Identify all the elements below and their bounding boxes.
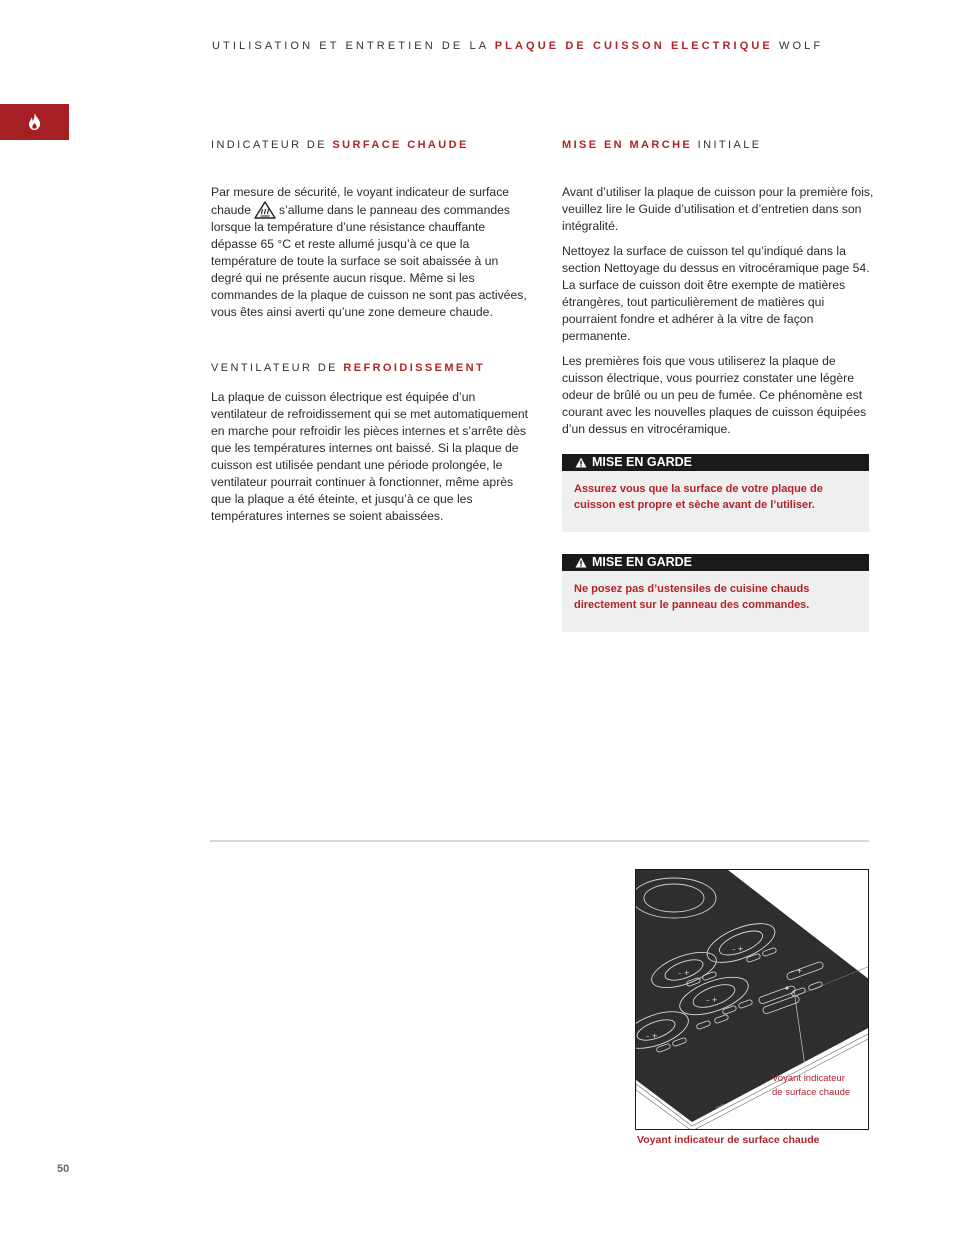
title-accent: SURFACE CHAUDE [332,139,469,151]
svg-text:– +: – + [732,945,744,953]
svg-text:– +: – + [678,969,690,977]
left-column [211,138,531,525]
paragraph-part-b: s’allume dans le panneau des commandes lorsque la température d’une résistance chauffante dépasse 65 °C et reste allumé jusqu’à ce que la température de toute la surface se soit abaissée à un degré qui ne présente aucun risque. Même si les commandes de la plaque de cuisson ne sont pas activées, vous êtes ainsi averti qu’une zone demeure chaude. [211,203,527,319]
section-tab [0,104,69,140]
svg-text:– +: – + [791,967,803,975]
warning-icon [575,557,587,568]
title-prefix: VENTILATEUR DE [211,362,338,374]
svg-text:– +: – + [706,996,718,1004]
warning-box [562,554,869,632]
flame-icon [28,113,41,130]
surface-chaude-paragraph [211,184,531,321]
warning-title: MISE EN GARDE [592,455,693,469]
section-title-mise-en-marche [562,138,876,152]
warning-text: Assurez vous que la surface de votre plaque de cuisson est propre et sèche avant de l’utiliser. [574,483,823,511]
section-title-ventilateur [211,361,531,375]
title-prefix: INDICATEUR DE [211,139,327,151]
page-number: 50 [57,1163,70,1175]
warning-icon [575,457,587,468]
figure-caption: Voyant indicateur de surface chaude [637,1134,820,1146]
header-suffix: WOLF [779,40,824,52]
right-column [562,138,876,632]
paragraph-1: Avant d’utiliser la plaque de cuisson pour la première fois, veuillez lire le Guide d’utilisation et d’entretien dans son intégralité. [562,185,874,233]
warning-box [562,454,869,532]
svg-text:– +: – + [646,1032,658,1040]
running-header [212,40,823,52]
header-prefix: UTILISATION ET ENTRETIEN DE LA [212,40,489,52]
callout-line-2: de surface chaude [772,1087,851,1098]
paragraph-part-a: Par mesure de sécurité, le voyant indicateur de surface chaude [211,185,510,217]
paragraph-2: Nettoyez la surface de cuisson tel qu’indiqué dans la section Nettoyage du dessus en vitrocéramique page 54. La surface de cuisson doit être exempte de matières étrangères, tout particulièrement de matières qui pourraient fondre et adhérer à la vitre de façon permanente. [562,244,870,343]
title-accent: REFROIDISSEMENT [343,362,486,374]
title-accent: MISE EN MARCHE [562,139,693,151]
paragraph-3: Les premières fois que vous utiliserez la plaque de cuisson électrique, vous pourriez constater une légère odeur de brûlé ou un peu de fumée. Ce phénomène est courant avec les nouvelles plaques de cuisson équipées d’un dessus en vitrocéramique. [562,354,867,436]
header-accent: PLAQUE DE CUISSON ELECTRIQUE [494,40,773,52]
ventilateur-paragraph: La plaque de cuisson électrique est équipée d’un ventilateur de refroidissement qui se met automatiquement en marche pour refroidir les pièces internes et s’arrête dès que les températures internes ont baissé. Si la plaque de cuisson est utilisée pendant une période prolongée, le ventilateur pourrait continuer à fonctionner, même après que la plaque a été éteinte, et jusqu’à ce que les températures internes se soient abaissées. [211,390,529,523]
divider [210,840,869,842]
callout-line-1: Voyant indicateur [772,1073,845,1084]
warning-header [562,454,869,471]
section-title-surface-chaude [211,138,531,152]
title-suffix: INITIALE [697,139,762,151]
warning-title: MISE EN GARDE [592,555,693,569]
hot-surface-callout [772,1072,850,1100]
hot-surface-icon [254,201,276,219]
warning-header [562,554,869,571]
warning-text: Ne posez pas d’ustensiles de cuisine chauds directement sur le panneau des commandes. [574,583,810,611]
